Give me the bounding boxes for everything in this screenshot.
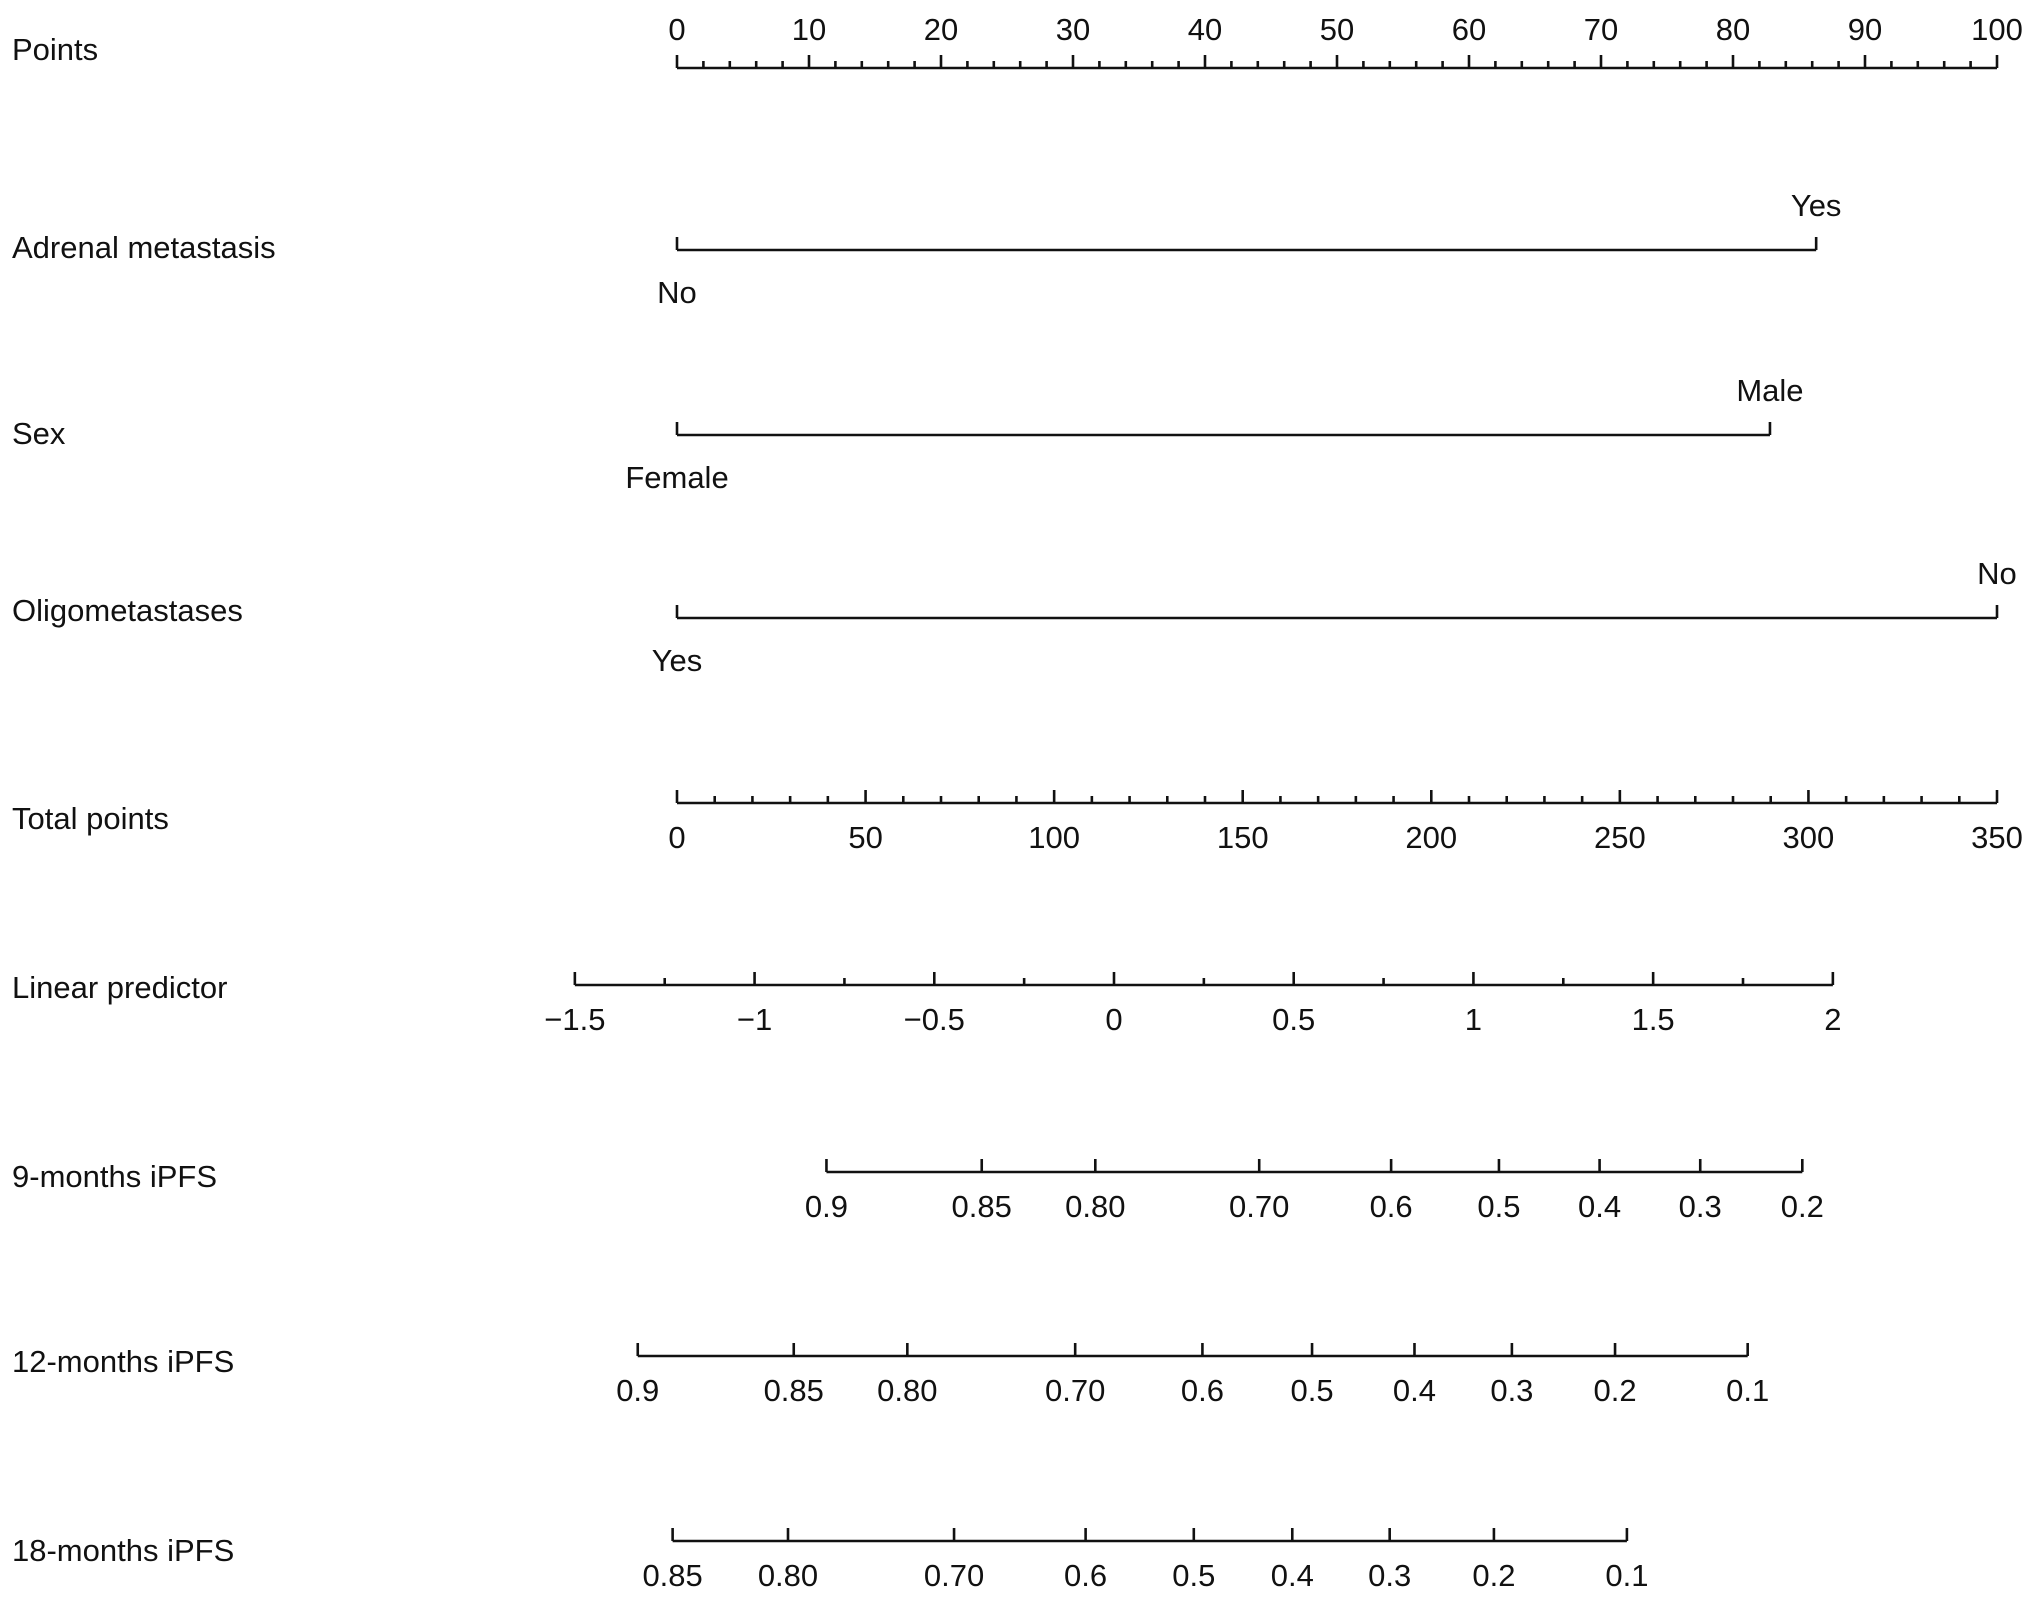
tick-label-points: 0 [668,12,686,47]
tick-label-points: 10 [791,12,827,47]
tick-label-linear-predictor: 0.5 [1272,1002,1316,1037]
tick-label-points: 70 [1583,12,1619,47]
tick-label-points: 90 [1847,12,1883,47]
tick-label-total-points: 300 [1782,820,1835,855]
row-label-total-points: Total points [12,801,169,836]
prob-label-ipfs-9: 0.80 [1065,1189,1126,1224]
tick-label-total-points: 50 [848,820,883,855]
tick-label-points: 100 [1971,12,2023,47]
prob-label-ipfs-9: 0.6 [1369,1189,1413,1224]
category-label-sex: Female [625,460,729,495]
tick-label-linear-predictor: −0.5 [903,1002,965,1037]
prob-label-ipfs-12: 0.1 [1726,1373,1770,1408]
prob-label-ipfs-12: 0.70 [1045,1373,1106,1408]
row-label-ipfs-12: 12-months iPFS [12,1344,235,1379]
row-label-sex: Sex [12,416,66,451]
prob-label-ipfs-18: 0.6 [1064,1558,1108,1593]
tick-label-points: 30 [1055,12,1091,47]
tick-label-points: 60 [1451,12,1487,47]
prob-label-ipfs-9: 0.4 [1578,1189,1622,1224]
prob-label-ipfs-18: 0.1 [1605,1558,1649,1593]
tick-label-total-points: 100 [1028,820,1081,855]
prob-label-ipfs-12: 0.2 [1593,1373,1637,1408]
prob-label-ipfs-9: 0.3 [1678,1189,1722,1224]
tick-label-points: 20 [923,12,959,47]
tick-label-points: 50 [1319,12,1355,47]
row-label-adrenal-metastasis: Adrenal metastasis [12,230,276,265]
prob-label-ipfs-12: 0.6 [1180,1373,1224,1408]
category-label-sex: Male [1736,373,1804,408]
tick-label-linear-predictor: 0 [1105,1002,1123,1037]
row-label-oligometastases: Oligometastases [12,593,243,628]
tick-label-total-points: 350 [1971,820,2023,855]
tick-label-points: 40 [1187,12,1223,47]
row-label-linear-predictor: Linear predictor [12,970,228,1005]
prob-label-ipfs-9: 0.70 [1229,1189,1290,1224]
prob-label-ipfs-12: 0.4 [1392,1373,1437,1408]
tick-label-linear-predictor: −1 [736,1002,773,1037]
prob-label-ipfs-12: 0.85 [763,1373,824,1408]
prob-label-ipfs-9: 0.5 [1477,1189,1521,1224]
category-label-oligometastases: Yes [651,643,703,678]
tick-label-total-points: 0 [668,820,686,855]
tick-label-linear-predictor: 2 [1824,1002,1842,1037]
prob-label-ipfs-9: 0.9 [804,1189,849,1224]
row-label-ipfs-18: 18-months iPFS [12,1533,235,1568]
tick-label-linear-predictor: −1.5 [544,1002,606,1037]
tick-label-total-points: 200 [1405,820,1458,855]
prob-label-ipfs-9: 0.2 [1780,1189,1824,1224]
prob-label-ipfs-12: 0.3 [1490,1373,1534,1408]
row-label-points: Points [12,32,99,67]
prob-label-ipfs-12: 0.9 [616,1373,660,1408]
prob-label-ipfs-18: 0.4 [1270,1558,1314,1593]
category-label-adrenal-metastasis: No [657,275,697,310]
prob-label-ipfs-18: 0.3 [1368,1558,1412,1593]
prob-label-ipfs-18: 0.85 [642,1558,703,1593]
prob-label-ipfs-18: 0.5 [1172,1558,1216,1593]
prob-label-ipfs-9: 0.85 [951,1189,1012,1224]
tick-label-points: 80 [1715,12,1751,47]
tick-label-linear-predictor: 1 [1464,1002,1483,1037]
prob-label-ipfs-18: 0.2 [1472,1558,1516,1593]
prob-label-ipfs-18: 0.70 [923,1558,985,1593]
tick-label-linear-predictor: 1.5 [1631,1002,1675,1037]
prob-label-ipfs-12: 0.5 [1290,1373,1334,1408]
row-label-ipfs-9: 9-months iPFS [12,1159,218,1194]
category-label-adrenal-metastasis: Yes [1790,188,1842,223]
tick-label-total-points: 150 [1216,820,1269,855]
prob-label-ipfs-18: 0.80 [757,1558,819,1593]
prob-label-ipfs-12: 0.80 [877,1373,938,1408]
tick-label-total-points: 250 [1593,820,1646,855]
category-label-oligometastases: No [1977,556,2017,591]
